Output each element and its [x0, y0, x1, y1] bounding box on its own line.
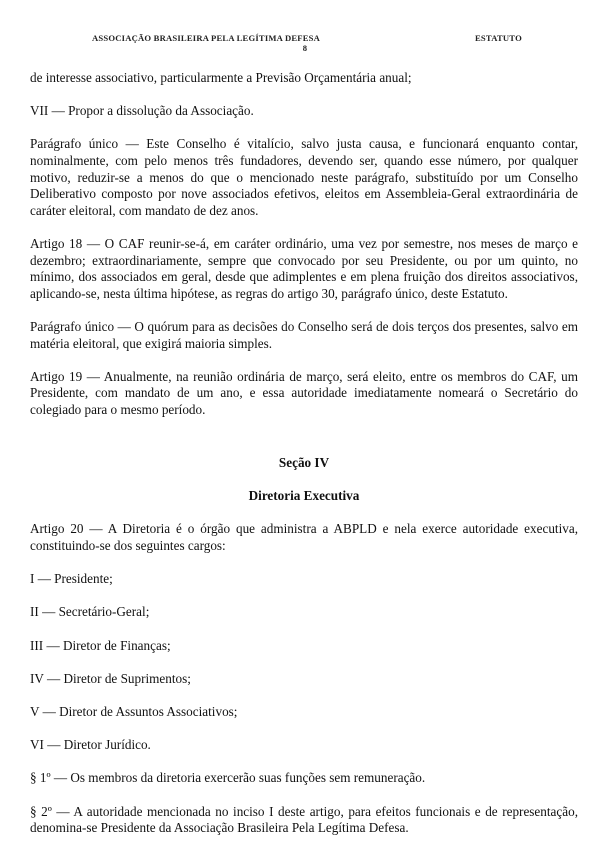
header-document-type: ESTATUTO [475, 33, 522, 43]
paragraph-artigo-19: Artigo 19 — Anualmente, na reunião ordinária de março, será eleito, entre os membros do CAF, um Presidente, com mandato de um ano, e essa autoridade imediatamente nomeará o Secretário do colegiado para o mesmo período. [30, 368, 578, 417]
section-heading: Seção IV [278, 455, 330, 471]
paragraph-paragrafo-2: § 2º — A autoridade mencionada no inciso I deste artigo, para efeitos funcionais e de representação, denomina-se Presidente da Associação Brasileira Pela Legítima Defesa. [30, 803, 578, 836]
list-item-cargo: IV — Diretor de Suprimentos; [30, 670, 191, 686]
list-item-cargo: II — Secretário-Geral; [30, 604, 150, 620]
paragraph-item-vii: VII — Propor a dissolução da Associação. [30, 103, 254, 119]
page-number: 8 [302, 43, 308, 53]
paragraph-continuation: de interesse associativo, particularmente a Previsão Orçamentária anual; [30, 70, 412, 85]
section-subheading: Diretoria Executiva [248, 488, 360, 504]
document-body [30, 70, 578, 853]
header-organization: ASSOCIAÇÃO BRASILEIRA PELA LEGÍTIMA DEFESA [92, 33, 321, 43]
list-item-cargo: VI — Diretor Jurídico. [30, 737, 151, 753]
paragraph-artigo-18: Artigo 18 — O CAF reunir-se-á, em caráter ordinário, uma vez por semestre, nos meses de março e dezembro; extraordinariamente, sempre que convocado por seu Presidente, ou por um quinto, no mínimo, dos associados em geral, desde que adimplentes e em plena fruição dos direitos associativos, aplicando-se, nesta última hipótese, as regras do artigo 30, parágrafo único, deste Estatuto. [30, 235, 578, 301]
paragraph-paragrafo-1: § 1º — Os membros da diretoria exercerão suas funções sem remuneração. [30, 770, 426, 786]
paragraph-artigo-20: Artigo 20 — A Diretoria é o órgão que administra a ABPLD e nela exerce autoridade executiva, constituindo-se dos seguintes cargos: [30, 521, 578, 554]
paragraph-unico-quorum: Parágrafo único — O quórum para as decisões do Conselho será de dois terços dos presentes, salvo em matéria eleitoral, que exigirá maioria simples. [30, 318, 578, 351]
list-item-cargo: III — Diretor de Finanças; [30, 637, 171, 653]
list-item-cargo: V — Diretor de Assuntos Associativos; [30, 703, 238, 719]
list-item-cargo: I — Presidente; [30, 571, 113, 587]
paragraph-unico-conselho: Parágrafo único — Este Conselho é vitalício, salvo justa causa, e funcionará enquanto contar, nominalmente, com pelo menos três fundadores, devendo ser, quando esse número, por qualquer motivo, reduzir-se a menos do que o mencionado neste parágrafo, substituído por um Conselho Deliberativo composto por nove associados efetivos, eleitos em Assembleia-Geral extraordinária de caráter eleitoral, com mandato de dez anos. [30, 136, 578, 218]
page-header [0, 33, 610, 55]
section-spacer [30, 435, 578, 455]
